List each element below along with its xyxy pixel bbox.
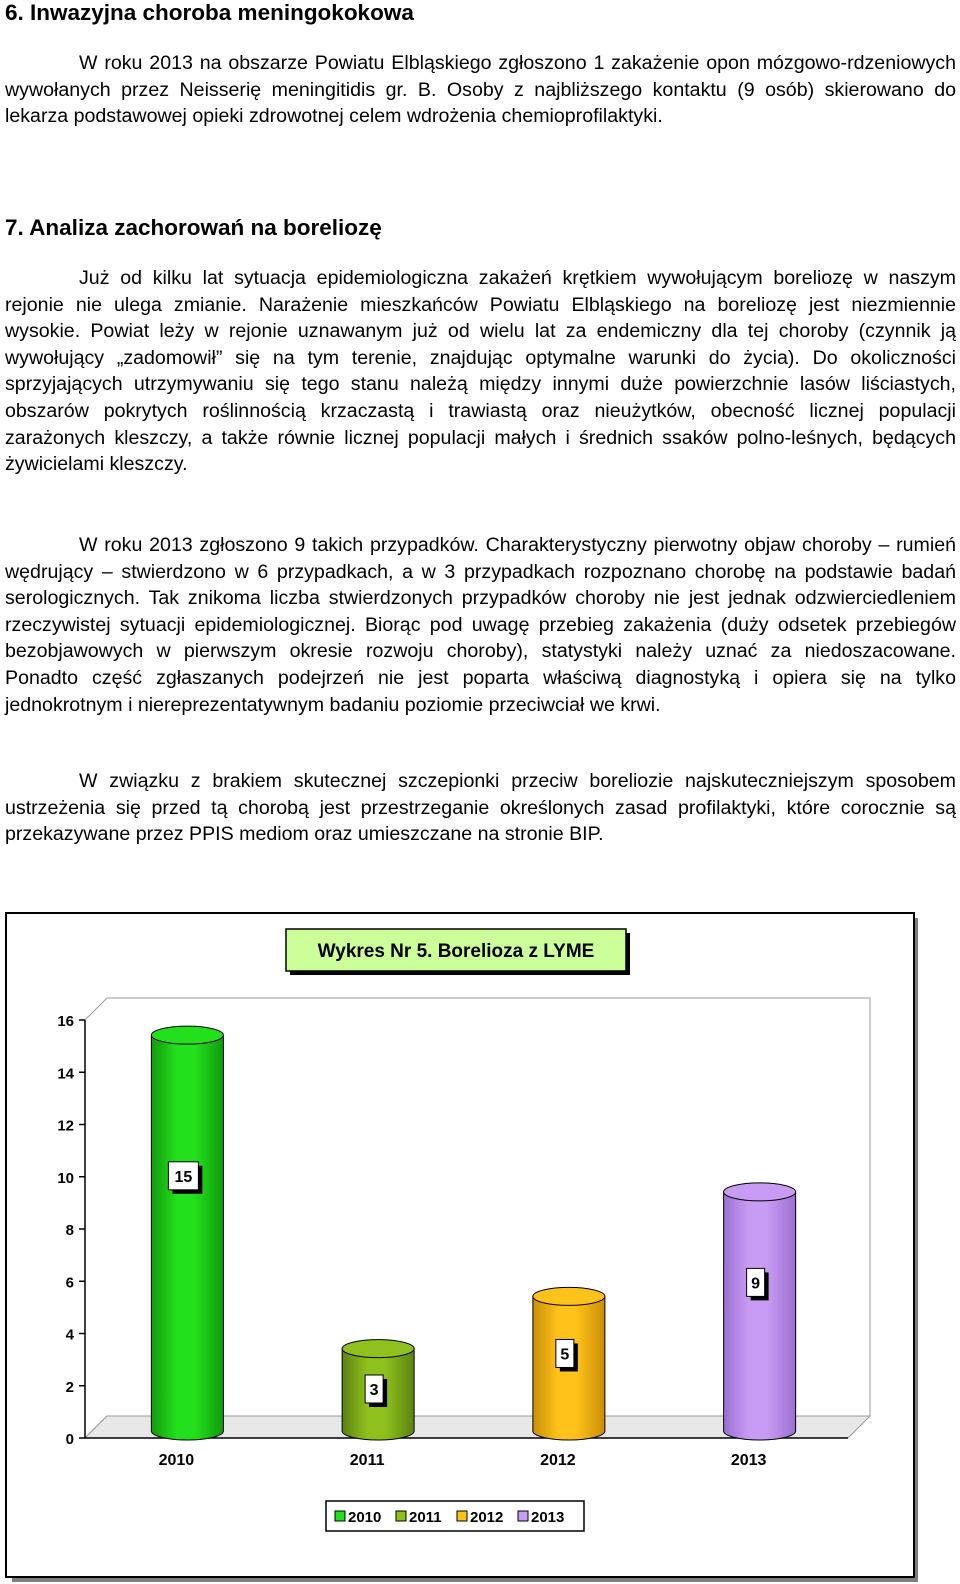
data-label: 15 (174, 1168, 193, 1186)
legend-label-2011: 2011 (409, 1509, 442, 1526)
legend-label-2013: 2013 (531, 1509, 565, 1526)
legend-swatch-2013 (518, 1511, 528, 1521)
y-tick-label: 16 (57, 1013, 74, 1030)
y-tick-label: 8 (65, 1222, 74, 1239)
data-label: 5 (560, 1346, 570, 1364)
y-tick-label: 14 (57, 1065, 74, 1083)
x-tick-label: 2012 (540, 1452, 576, 1469)
data-label: 9 (751, 1275, 761, 1293)
bar-top-2012 (533, 1287, 605, 1305)
legend-swatch-2010 (335, 1511, 345, 1521)
y-tick-label: 4 (65, 1326, 74, 1344)
x-tick-label: 2010 (158, 1452, 195, 1469)
x-tick-label: 2013 (730, 1452, 767, 1469)
y-tick-label: 6 (65, 1274, 74, 1292)
bar-2010 (151, 1035, 223, 1440)
section6-paragraph: W roku 2013 na obszarze Powiatu Elbląskiego zgłoszono 1 zakażenie opon mózgowo-rdzeniowych wywołanych przez Neisserię meningitidis gr. B. Osoby z najbliższego kontaktu (9 osób) skierowano do lekarza podstawowej opieki zdrowotnej celem wdrożenia chemioprofilaktyki. (5, 52, 956, 128)
section7-paragraph-2: W roku 2013 zgłoszono 9 takich przypadków. Charakterystyczny pierwotny objaw choroby – rumień wędrujący – stwierdzono w 6 przypadkach, a w 3 przypadkach rozpoznano chorobę na podstawie badań serologicznych. Tak znikoma liczba stwierdzonych przypadków choroby nie jest jednak odzwierciedleniem rzeczywistej sytuacji epidemiologicznej. Biorąc pod uwagę przebieg zakażenia (duży odsetek przebiegów bezobjawowych w pierwszym okresie rozwoju choroby), statystyki należy uznać za niedoszacowane. Ponadto część zgłaszanych podejrzeń nie jest poparta właściwą diagnostyką i opiera się na tylko jednokrotnym i niereprezentatywnym badaniu poziomie przeciwciał we krwi. (5, 534, 956, 716)
legend-label-2010: 2010 (348, 1509, 382, 1526)
legend-swatch-2012 (457, 1511, 467, 1521)
legend-label-2012: 2012 (470, 1509, 504, 1526)
section7-heading: 7. Analiza zachorowań na boreliozę (5, 215, 382, 240)
section6-heading: 6. Inwazyjna choroba meningokokowa (5, 0, 414, 25)
x-tick-label: 2011 (349, 1452, 385, 1469)
y-tick-label: 12 (57, 1117, 74, 1135)
bar-2013 (724, 1192, 796, 1440)
section7-paragraph-3: W związku z brakiem skutecznej szczepionki przeciw boreliozie najskuteczniejszym sposobem ustrzeżenia się przed tą chorobą jest przestrzeganie określonych zasad profilaktyki, które corocznie są przekazywane przez PPIS mediom oraz umieszczane na stronie BIP. (5, 770, 956, 846)
chart-title: Wykres Nr 5. Borelioza z LYME (317, 941, 595, 962)
bar-top-2013 (724, 1183, 796, 1201)
section7-paragraph-1: Już od kilku lat sytuacja epidemiologiczna zakażeń krętkiem wywołującym boreliozę w naszym rejonie nie ulega zmianie. Narażenie mieszkańców Powiatu Elbląskiego na boreliozę jest niezmiennie wysokie. Powiat leży w rejonie uznawanym już od wielu lat za endemiczny dla tej choroby (czynnik ją wywołujący „zadomowił” się na tym terenie, znajdując optymalne warunki do życia). Do okoliczności sprzyjających utrzymywaniu się tego stanu należą między innymi duże powierzchnie lasów liściastych, obszarów pokrytych roślinnością krzaczastą i trawiastą oraz nieużytków, obecność licznej populacji zarażonych kleszczy, a także równie licznej populacji małych i średnich ssaków polno-leśnych, będących żywicielami kleszczy. (5, 267, 956, 476)
bar-top-2010 (151, 1026, 223, 1044)
bar-top-2011 (342, 1340, 414, 1358)
y-tick-label: 2 (65, 1378, 74, 1396)
data-label: 3 (369, 1381, 379, 1399)
y-tick-label: 0 (65, 1431, 74, 1448)
y-tick-label: 10 (57, 1169, 74, 1187)
legend-swatch-2011 (396, 1511, 406, 1521)
